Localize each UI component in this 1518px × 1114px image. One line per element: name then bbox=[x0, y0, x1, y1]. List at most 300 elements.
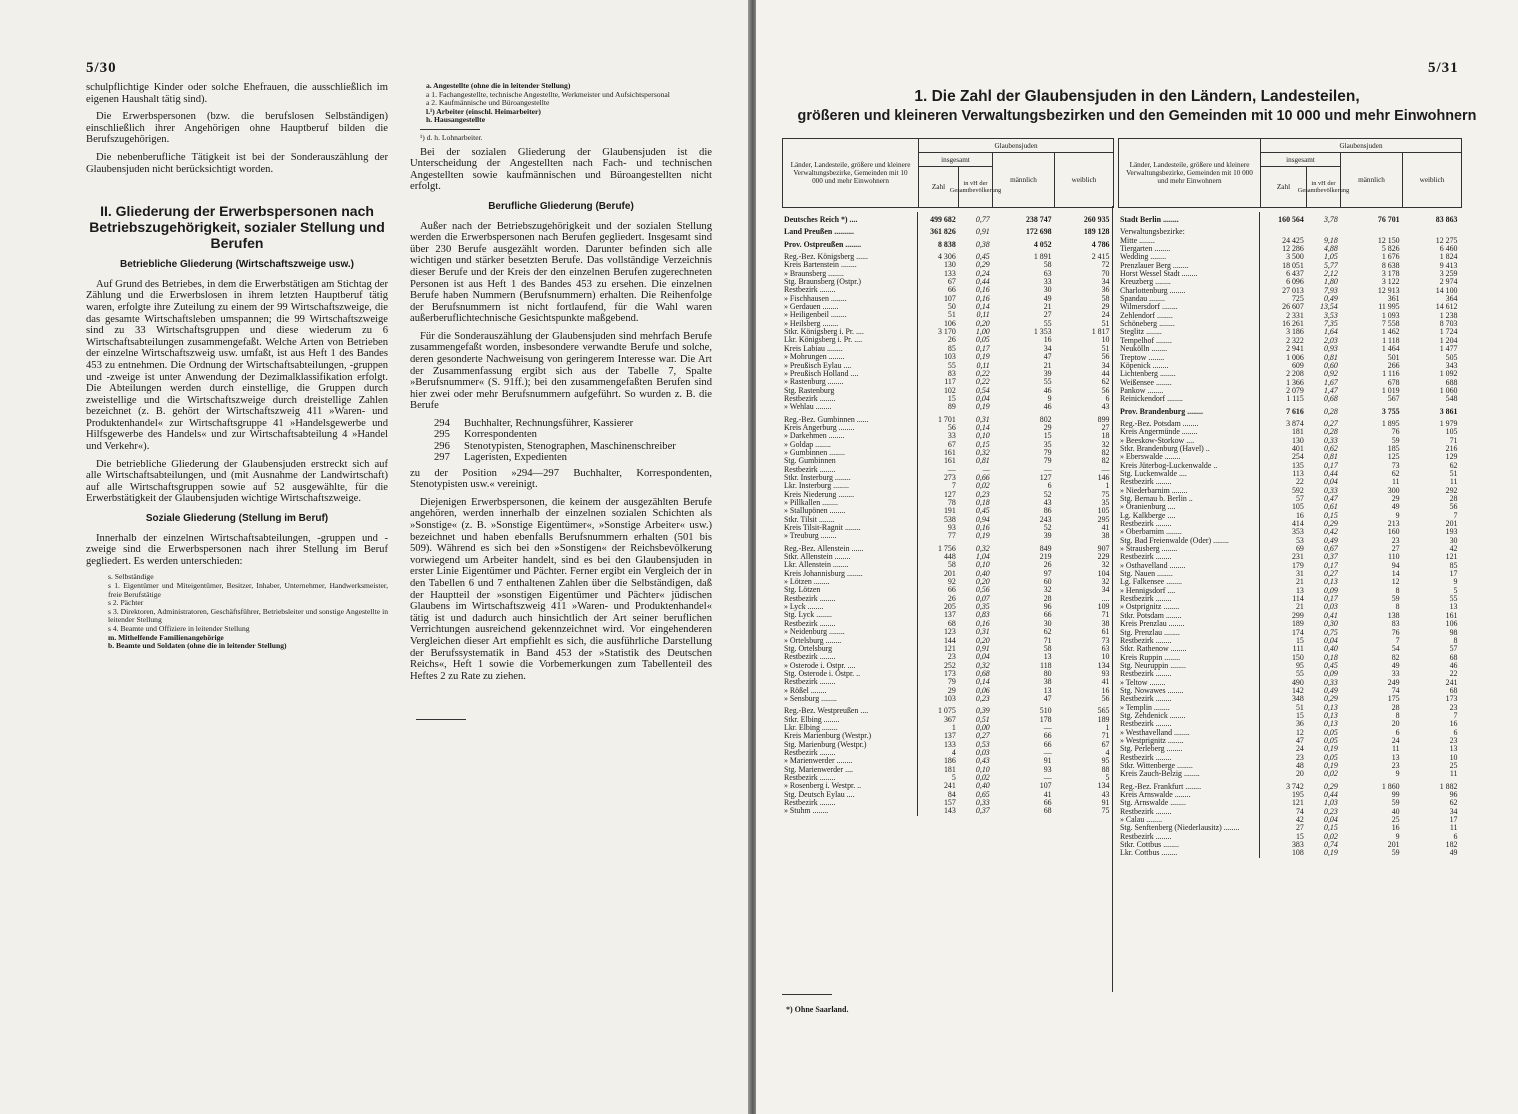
value-cell: 0,65 bbox=[975, 789, 990, 799]
value-cell: 76 bbox=[1391, 627, 1400, 637]
value-cell: 7 bbox=[1453, 710, 1458, 720]
region-name-cell: » Beeskow-Storkow .... bbox=[1118, 437, 1260, 445]
value-cell: 97 bbox=[1043, 568, 1052, 578]
table-row bbox=[782, 224, 1112, 236]
region-name-cell: Verwaltungsbezirke: bbox=[1118, 224, 1260, 236]
region-name-cell: » Mohrungen ........ bbox=[782, 353, 918, 361]
region-name-cell: » Lyck ........ bbox=[782, 603, 918, 611]
value-cell: 3,53 bbox=[1323, 310, 1338, 320]
value-cell: 16 bbox=[1295, 510, 1304, 520]
value-cell: 186 bbox=[943, 756, 956, 766]
value-cell: 29 bbox=[1043, 422, 1052, 432]
value-cell: 195 bbox=[1291, 790, 1304, 800]
value-cell: 50 bbox=[947, 302, 956, 312]
value-cell: 62 bbox=[1449, 460, 1458, 470]
value-cell: 49 bbox=[1043, 293, 1052, 303]
region-name-cell: » Teltow ........ bbox=[1118, 679, 1260, 687]
value-cell: 252 bbox=[943, 660, 956, 670]
code-row: 297 Lageristen, Expedienten bbox=[434, 452, 567, 464]
region-name-cell: Stkr. Cottbus ........ bbox=[1118, 841, 1260, 849]
value-cell: — bbox=[1043, 464, 1052, 474]
value-cell: 66 bbox=[1043, 798, 1052, 808]
value-cell: 0,68 bbox=[975, 668, 990, 678]
value-cell: 108 bbox=[1291, 848, 1304, 858]
value-cell: 0,17 bbox=[1323, 594, 1338, 604]
value-cell: 51 bbox=[947, 310, 956, 320]
value-cell: 0,37 bbox=[975, 806, 990, 816]
value-cell: — bbox=[1043, 773, 1052, 782]
table-row bbox=[782, 395, 1112, 403]
value-cell: 185 bbox=[1387, 443, 1400, 453]
value-cell: 121 bbox=[1445, 552, 1458, 562]
value-cell: 364 bbox=[1445, 294, 1458, 304]
value-cell: 73 bbox=[1391, 460, 1400, 470]
value-cell: 213 bbox=[1387, 519, 1400, 529]
value-cell: 59 bbox=[1391, 798, 1400, 808]
value-cell: 27 bbox=[1391, 544, 1400, 554]
region-name-cell: Kreis Angerburg ........ bbox=[782, 424, 918, 432]
header-pct: in vH der Gesamtbevölkerung bbox=[1307, 167, 1341, 207]
value-cell: 32 bbox=[1043, 585, 1052, 595]
region-name-cell: Kreis Prenzlau ........ bbox=[1118, 620, 1260, 628]
value-cell: 231 bbox=[1291, 552, 1304, 562]
value-cell: 30 bbox=[1043, 285, 1052, 295]
value-cell: 15 bbox=[1295, 635, 1304, 645]
value-cell: 83 bbox=[1391, 619, 1400, 629]
region-name-cell: Lkr. Insterburg ........ bbox=[782, 482, 918, 490]
value-cell: 1,80 bbox=[1323, 277, 1338, 287]
value-cell: 34 bbox=[1101, 585, 1110, 595]
value-cell: 3 874 bbox=[1286, 418, 1304, 428]
value-cell: 3 178 bbox=[1381, 269, 1400, 279]
value-cell: 0,20 bbox=[975, 635, 990, 645]
value-cell: 21 bbox=[1043, 302, 1052, 312]
value-cell: 6 460 bbox=[1439, 244, 1458, 254]
value-cell: 0,93 bbox=[1323, 344, 1338, 354]
value-cell: 0,47 bbox=[1323, 494, 1338, 503]
paragraph: Die Erwerbspersonen (bzw. die berufslosen Selbständigen) einschließlich ihrer Angehörigen ohne Hauptberuf bilden die Berufszugehörigen. bbox=[86, 111, 388, 146]
value-cell: 7 bbox=[1395, 635, 1400, 645]
region-name-cell: Stg. Lyck ........ bbox=[782, 611, 918, 619]
code-row: 295 Korrespondenten bbox=[434, 429, 537, 441]
value-cell: 25 bbox=[1391, 815, 1400, 825]
value-cell: 127 bbox=[943, 489, 956, 499]
value-cell: 8 bbox=[1395, 710, 1400, 720]
value-cell: 0,05 bbox=[975, 335, 990, 345]
region-name-cell: Stkr. Allenstein ........ bbox=[782, 553, 918, 561]
region-name-cell: Restbezirk ........ bbox=[1118, 670, 1260, 678]
region-name-cell: » Stuhm ........ bbox=[782, 807, 918, 815]
value-cell: 138 bbox=[1387, 610, 1400, 620]
code-row: 294 Buchhalter, Rechnungsführer, Kassierer bbox=[434, 418, 634, 430]
value-cell: 23 bbox=[1449, 735, 1458, 745]
value-cell: 13 bbox=[1295, 585, 1304, 595]
region-name-cell: Restbezirk ........ bbox=[1118, 720, 1260, 728]
region-name-cell: Lg. Falkensee ........ bbox=[1118, 578, 1260, 586]
value-cell: 11 bbox=[1449, 477, 1458, 487]
value-cell: 43 bbox=[1101, 789, 1110, 799]
list-item: m. Mithelfende Familienangehörige bbox=[108, 632, 224, 642]
value-cell: 181 bbox=[943, 764, 956, 774]
table-row bbox=[1118, 224, 1460, 236]
value-cell: 193 bbox=[1445, 527, 1458, 537]
value-cell: 1 353 bbox=[1033, 327, 1052, 337]
value-cell: 0,09 bbox=[1323, 669, 1338, 679]
region-name-cell: Restbezirk ........ bbox=[782, 286, 918, 294]
value-cell: 8 bbox=[1395, 585, 1400, 595]
value-cell: 58 bbox=[1101, 293, 1110, 303]
category-list bbox=[108, 573, 388, 650]
table-footnote: *) Ohne Saarland. bbox=[786, 1005, 849, 1014]
value-cell: 58 bbox=[1043, 643, 1052, 653]
value-cell: 0,45 bbox=[975, 506, 990, 516]
value-cell: 25 bbox=[1449, 761, 1458, 770]
region-name-cell: Stg. Gumbinnen bbox=[782, 457, 918, 465]
region-name-cell: » Osthavelland ........ bbox=[1118, 562, 1260, 570]
region-name-cell: Restbezirk ........ bbox=[782, 749, 918, 757]
value-cell: 57 bbox=[1295, 494, 1304, 503]
value-cell: 75 bbox=[1101, 489, 1110, 499]
region-name-cell: Stg. Neuruppin ........ bbox=[1118, 662, 1260, 670]
value-cell: 13 bbox=[1449, 602, 1458, 612]
header-male: männlich bbox=[1341, 153, 1403, 207]
region-name-cell: Stkr. Insterburg ........ bbox=[782, 474, 918, 482]
value-cell: 14 100 bbox=[1435, 285, 1458, 295]
value-cell: 46 bbox=[1449, 660, 1458, 670]
value-cell: 300 bbox=[1387, 485, 1400, 495]
region-name-cell: » Sensburg ........ bbox=[782, 695, 918, 703]
region-name-cell: Stg. Senftenberg (Niederlausitz) ........ bbox=[1118, 824, 1260, 832]
header-zahl: Zahl bbox=[919, 167, 959, 207]
region-name-cell: Restbezirk ........ bbox=[782, 653, 918, 661]
region-name-cell: » Ostprignitz ........ bbox=[1118, 603, 1260, 611]
value-cell: 189 128 bbox=[1083, 227, 1110, 237]
header-male: männlich bbox=[993, 153, 1055, 207]
value-cell: 66 bbox=[1043, 610, 1052, 620]
value-cell: 20 bbox=[1391, 719, 1400, 729]
value-cell: 56 bbox=[1101, 693, 1110, 703]
region-name-cell: Kreuzberg ........ bbox=[1118, 278, 1260, 286]
region-name-cell: Stkr. Wittenberge ........ bbox=[1118, 762, 1260, 770]
region-name-cell: Reinickendorf ........ bbox=[1118, 395, 1260, 403]
value-cell: 182 bbox=[1445, 840, 1458, 850]
region-name-cell: Restbezirk ........ bbox=[1118, 520, 1260, 528]
value-cell: 10 bbox=[1101, 652, 1110, 662]
region-name-cell: Restbezirk ........ bbox=[1118, 695, 1260, 703]
value-cell: 24 425 bbox=[1282, 235, 1304, 245]
footnote-rule bbox=[420, 129, 480, 130]
value-cell: 2 079 bbox=[1286, 385, 1304, 395]
value-cell: 32 bbox=[1101, 439, 1110, 449]
value-cell: 0,49 bbox=[1323, 294, 1338, 304]
value-cell: 27 bbox=[1043, 310, 1052, 320]
value-cell: 414 bbox=[1291, 519, 1304, 529]
value-cell bbox=[1306, 224, 1340, 236]
value-cell: 0,29 bbox=[975, 260, 990, 270]
header-female: weiblich bbox=[1071, 176, 1097, 184]
value-cell: 9 413 bbox=[1439, 260, 1458, 270]
value-cell: 499 682 bbox=[930, 215, 956, 224]
value-cell: 35 bbox=[1101, 498, 1110, 507]
value-cell: 3 122 bbox=[1381, 277, 1400, 287]
value-cell: 0,56 bbox=[975, 585, 990, 595]
value-cell: 9 bbox=[1395, 769, 1400, 779]
value-cell: 0,04 bbox=[975, 652, 990, 662]
value-cell: — bbox=[1043, 747, 1052, 757]
region-name-cell: Kreis Tilsit-Ragnit ........ bbox=[782, 524, 918, 532]
region-name-cell: Land Preußen .......... bbox=[782, 224, 918, 236]
value-cell: 4 052 bbox=[1033, 239, 1052, 249]
value-cell: 16 261 bbox=[1282, 319, 1304, 329]
value-cell: 0,44 bbox=[975, 277, 990, 287]
region-name-cell: » Pillkallen ........ bbox=[782, 499, 918, 507]
value-cell: 0,32 bbox=[975, 447, 990, 457]
value-cell: 11 bbox=[1391, 744, 1400, 754]
page-number: 5/30 bbox=[86, 60, 117, 76]
value-cell: 55 bbox=[1295, 669, 1304, 679]
value-cell: 229 bbox=[1097, 552, 1110, 562]
value-cell: 0,19 bbox=[975, 352, 990, 362]
value-cell: 7,93 bbox=[1323, 285, 1338, 295]
region-name-cell: Restbezirk ........ bbox=[782, 466, 918, 474]
region-name-cell: » Darkehmen ........ bbox=[782, 432, 918, 440]
value-cell: 6 bbox=[1453, 727, 1458, 737]
value-cell: 134 bbox=[1097, 781, 1110, 791]
region-name-cell: » Goldap ........ bbox=[782, 441, 918, 449]
value-cell: 74 bbox=[1295, 806, 1304, 816]
value-cell: 107 bbox=[943, 293, 956, 303]
value-cell: 0,05 bbox=[1323, 752, 1338, 762]
value-cell: 104 bbox=[1097, 568, 1110, 578]
region-name-cell: Zehlendorf ........ bbox=[1118, 312, 1260, 320]
value-cell: 849 bbox=[1039, 543, 1052, 553]
value-cell: 43 bbox=[1043, 498, 1052, 507]
region-name-cell: Restbezirk ........ bbox=[1118, 595, 1260, 603]
value-cell: 1 238 bbox=[1439, 310, 1458, 320]
value-cell: 157 bbox=[943, 798, 956, 808]
table-row bbox=[1118, 287, 1460, 295]
value-cell: 1 477 bbox=[1439, 344, 1458, 354]
value-cell: 23 bbox=[1295, 752, 1304, 762]
value-cell: 0,23 bbox=[1323, 806, 1338, 816]
value-cell: 15 bbox=[1295, 710, 1304, 720]
value-cell: 0,15 bbox=[1323, 823, 1338, 833]
value-cell: 0,40 bbox=[975, 781, 990, 791]
value-cell: 173 bbox=[943, 668, 956, 678]
value-cell: 1 118 bbox=[1382, 335, 1400, 345]
value-cell: 1 116 bbox=[1382, 369, 1400, 379]
value-cell: 58 bbox=[1043, 260, 1052, 270]
value-cell: 348 bbox=[1291, 694, 1304, 704]
value-cell: 1 676 bbox=[1381, 252, 1400, 262]
value-cell: 83 bbox=[947, 368, 956, 378]
value-cell: 16 bbox=[1101, 685, 1110, 695]
value-cell: 9 bbox=[1047, 393, 1052, 403]
region-name-cell: » Templin ........ bbox=[1118, 704, 1260, 712]
region-name-cell: Prov. Brandenburg ........ bbox=[1118, 404, 1260, 416]
value-cell: 565 bbox=[1097, 706, 1110, 716]
region-name-cell: » Westprignitz ........ bbox=[1118, 737, 1260, 745]
value-cell: 80 bbox=[1043, 668, 1052, 678]
value-cell: 38 bbox=[1101, 531, 1110, 541]
value-cell: 35 bbox=[1043, 439, 1052, 449]
value-cell: 66 bbox=[1043, 731, 1052, 741]
value-cell: 21 bbox=[1295, 577, 1304, 587]
value-cell: 41 bbox=[1043, 789, 1052, 799]
value-cell: 6 bbox=[1453, 831, 1458, 841]
value-cell: 36 bbox=[1101, 285, 1110, 295]
paragraph: zu der Position »294—297 Buchhalter, Korrespondenten, Stenotypisten usw.« vereinigt. bbox=[410, 467, 712, 491]
value-cell: 0,30 bbox=[1323, 619, 1338, 629]
value-cell: 1 817 bbox=[1091, 327, 1110, 337]
value-cell: 295 bbox=[1097, 514, 1110, 524]
header-insgesamt: insgesamt bbox=[1261, 153, 1341, 167]
value-cell: 7 616 bbox=[1286, 406, 1304, 416]
value-cell: 71 bbox=[1101, 731, 1110, 741]
value-cell: 0,27 bbox=[975, 731, 990, 741]
value-cell: 123 bbox=[943, 627, 956, 637]
value-cell: 1,04 bbox=[975, 552, 990, 562]
value-cell: 52 bbox=[1043, 489, 1052, 499]
value-cell: 0,13 bbox=[1323, 702, 1338, 712]
region-name-cell: » Eberswalde ........ bbox=[1118, 453, 1260, 461]
value-cell: 26 bbox=[947, 593, 956, 603]
value-cell: 0,04 bbox=[1323, 477, 1338, 487]
value-cell: 143 bbox=[943, 806, 956, 816]
paragraph: Diejenigen Erwerbspersonen, die keinem der ausgezählten Berufe angehören, werden innerhalb der einzelnen sozialen Schichten als »Sonstige« (z. B. »Sonstige Eigentümer«, »Sonstige Arbeiter« usw.) bezeichnet und haben ebenfalls Berufsnummern erhalten (501 bis 509). Während es sich bei den »Sonstigen« der Reichsbevölkerung vorwiegend um Arbeiter handelt, sind es bei den Glaubensjuden in erster Linie Eigentümer und Pächter. Ferner ergibt ein Vergleich der in den Tabellen 6 und 7 enthaltenen Zahlen über die Selbständigen, daß der Hauptteil der »sonstigen Eigentümer und Pächter« jüdischen Glaubens im Wirtschaftszweig 411 »Waren- und Produktenhandel« tätig ist und dadurch auch hinsichtlich der Art seiner beruflichen Verrichtungen ausreichend gekennzeichnet wird. Vor eingehenderen Vergleichen dieser Art empfiehlt es sich, die ausführliche Darstellung der Berufssystematik in Band 453 der »Statistik des Deutschen Reichs«, Heft 1 sowie die Vorbemerkungen zum Tabellenteil des Heftes 2 zu Rate zu ziehen. bbox=[410, 496, 712, 682]
value-cell: 1,67 bbox=[1323, 377, 1338, 387]
value-cell: 51 bbox=[1101, 343, 1110, 353]
region-name-cell: Restbezirk ........ bbox=[1118, 833, 1260, 841]
value-cell: 16 bbox=[1043, 335, 1052, 345]
value-cell: 173 bbox=[1445, 694, 1458, 704]
value-cell: 0,92 bbox=[1323, 369, 1338, 379]
value-cell: 62 bbox=[1101, 377, 1110, 387]
value-cell: 17 bbox=[1449, 815, 1458, 825]
region-name-cell: Charlottenburg ........ bbox=[1118, 287, 1260, 295]
value-cell: 17 bbox=[1449, 569, 1458, 579]
table-row bbox=[782, 570, 1112, 578]
value-cell: 367 bbox=[943, 714, 956, 724]
value-cell: 42 bbox=[1295, 815, 1304, 825]
value-cell: 241 bbox=[1445, 677, 1458, 687]
region-name-cell: Stkr. Königsberg i. Pr. .... bbox=[782, 328, 918, 336]
value-cell: 47 bbox=[1295, 735, 1304, 745]
region-name-cell: » Niederbarnim ........ bbox=[1118, 487, 1260, 495]
region-name-cell: » Fischhausen ........ bbox=[782, 295, 918, 303]
value-cell: 3 500 bbox=[1286, 252, 1304, 262]
value-cell: 1,03 bbox=[1323, 798, 1338, 808]
region-name-cell: » Stallupönen ........ bbox=[782, 507, 918, 515]
value-cell: 181 bbox=[1291, 427, 1304, 437]
region-name-cell: Lg. Kalkberge .... bbox=[1118, 512, 1260, 520]
region-name-cell: » Lötzen ........ bbox=[782, 578, 918, 586]
value-cell: 76 bbox=[1391, 427, 1400, 437]
value-cell: 1 756 bbox=[938, 543, 956, 553]
value-cell: 71 bbox=[1043, 635, 1052, 645]
value-cell: — bbox=[1043, 722, 1052, 732]
value-cell: 21 bbox=[1295, 602, 1304, 612]
value-cell: 85 bbox=[947, 343, 956, 353]
value-cell: 0,19 bbox=[975, 531, 990, 541]
value-cell: 70 bbox=[1101, 268, 1110, 278]
footnote-rule bbox=[782, 994, 832, 995]
column-divider bbox=[1112, 206, 1113, 992]
value-cell: 107 bbox=[1039, 781, 1052, 791]
value-cell: 12 286 bbox=[1282, 244, 1304, 254]
value-cell: 0,19 bbox=[1323, 761, 1338, 770]
header-group: Glaubensjuden bbox=[919, 139, 1113, 153]
value-cell: 6 bbox=[1047, 481, 1052, 491]
header-zahl: Zahl bbox=[1261, 167, 1307, 207]
value-cell: 56 bbox=[1449, 502, 1458, 512]
value-cell: 243 bbox=[1039, 514, 1052, 524]
value-cell: 48 bbox=[1295, 761, 1304, 770]
value-cell: 84 bbox=[947, 789, 956, 799]
region-name-cell: Stg. Prenzlau ........ bbox=[1118, 629, 1260, 637]
region-name-cell: Kreis Zauch-Belzig ........ bbox=[1118, 770, 1260, 778]
value-cell: 103 bbox=[943, 352, 956, 362]
table-row bbox=[782, 807, 1112, 815]
table-row bbox=[782, 678, 1112, 686]
value-cell: 0,11 bbox=[976, 360, 990, 370]
header-region: Länder, Landesteile, größere und kleinere Verwaltungsbezirke, Gemeinden mit 10 000 und mehr Einwohnern bbox=[783, 139, 919, 207]
value-cell: 0,07 bbox=[975, 593, 990, 603]
region-name-cell: Reg.-Bez. Frankfurt ........ bbox=[1118, 779, 1260, 791]
value-cell: 15 bbox=[947, 393, 956, 403]
value-cell: 189 bbox=[1291, 619, 1304, 629]
value-cell: 9,18 bbox=[1323, 235, 1338, 245]
value-cell: 93 bbox=[1101, 668, 1110, 678]
value-cell: 62 bbox=[1449, 798, 1458, 808]
value-cell: 1 115 bbox=[1286, 394, 1304, 404]
value-cell: 0,44 bbox=[1323, 790, 1338, 800]
value-cell: 16 bbox=[1449, 719, 1458, 729]
text-column-2 bbox=[410, 82, 712, 688]
region-name-cell: » Preußisch Eylau .... bbox=[782, 362, 918, 370]
value-cell: 1 075 bbox=[938, 706, 956, 716]
value-cell: 448 bbox=[943, 552, 956, 562]
value-cell: 1 882 bbox=[1439, 781, 1458, 791]
table-row bbox=[1118, 395, 1460, 403]
value-cell: 96 bbox=[1043, 602, 1052, 612]
value-cell: 79 bbox=[1043, 456, 1052, 466]
value-cell: 0,53 bbox=[975, 739, 990, 749]
value-cell: 175 bbox=[1387, 694, 1400, 704]
paragraph: Die betriebliche Gliederung der Glaubensjuden erstreckt sich auf alle Wirtschaftsabteilungen, und (mit Ausnahme der Landwirtschaft) auf alle Wirtschaftsgruppen sowie auf 52 ausgewählte, für die Erwerbstätigkeit der Glaubensjuden wichtige Wirtschaftszweige. bbox=[86, 458, 388, 505]
region-name-cell: Restbezirk ........ bbox=[782, 799, 918, 807]
value-cell: 78 bbox=[947, 498, 956, 507]
list-item: s 2. Pächter bbox=[108, 598, 144, 608]
value-cell: 0,43 bbox=[975, 756, 990, 766]
value-cell: 2 941 bbox=[1286, 344, 1304, 354]
value-cell: 55 bbox=[1043, 377, 1052, 387]
region-name-cell: Spandau ........ bbox=[1118, 295, 1260, 303]
value-cell: 8 638 bbox=[1381, 260, 1400, 270]
value-cell: 0,15 bbox=[975, 439, 990, 449]
value-cell: 1 891 bbox=[1033, 252, 1052, 262]
value-cell: 254 bbox=[1291, 452, 1304, 462]
region-name-cell: Prenzlauer Berg ........ bbox=[1118, 262, 1260, 270]
value-cell: 28 bbox=[1391, 702, 1400, 712]
value-cell: 13 bbox=[1043, 652, 1052, 662]
value-cell: 95 bbox=[1295, 660, 1304, 670]
value-cell: 0,42 bbox=[1323, 527, 1338, 537]
value-cell: 161 bbox=[1445, 610, 1458, 620]
value-cell: 0,02 bbox=[975, 481, 990, 491]
value-cell: 41 bbox=[1101, 523, 1110, 533]
region-name-cell: » Rößel ........ bbox=[782, 687, 918, 695]
